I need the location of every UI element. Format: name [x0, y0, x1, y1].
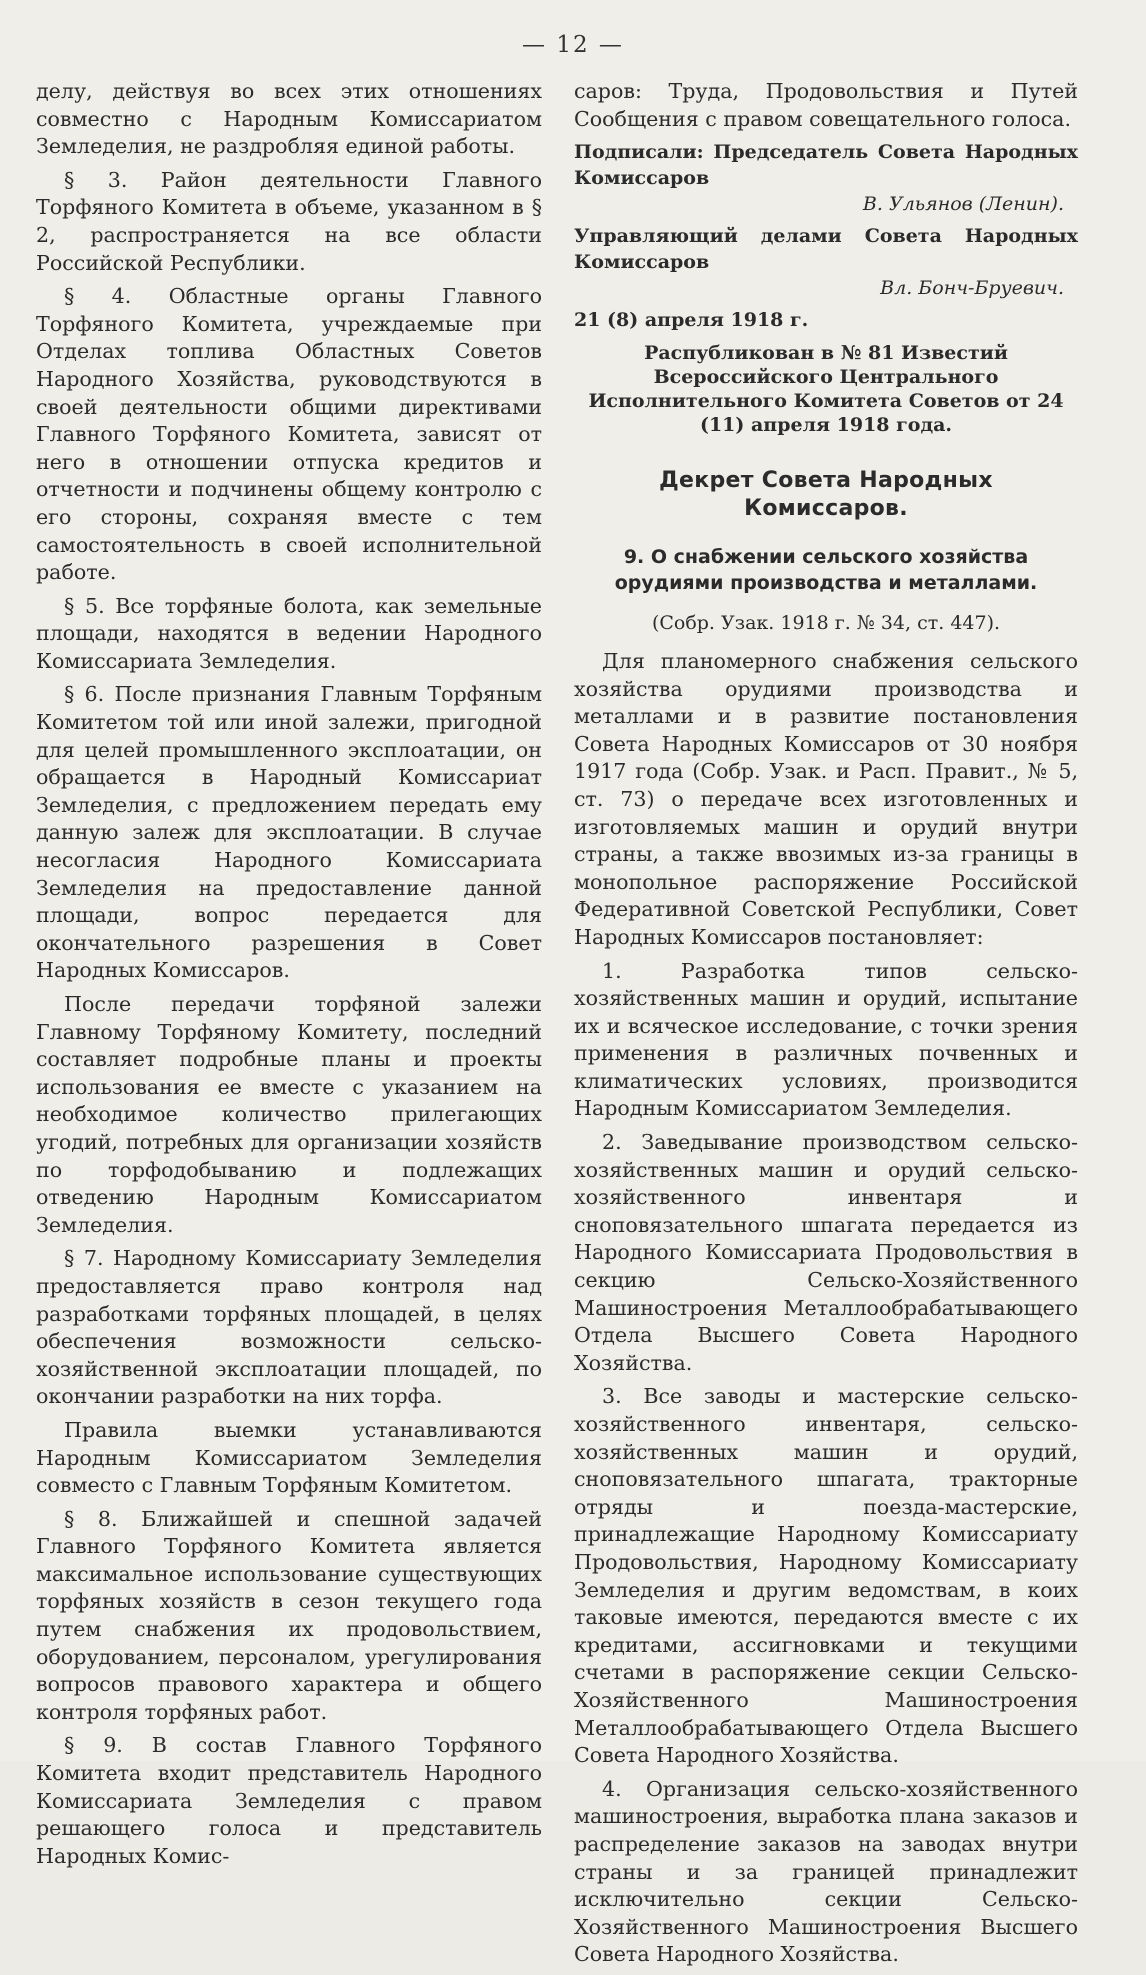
signature-role: Управляющий делами Совета Народных Комиссаров	[574, 225, 1078, 274]
paragraph-section-9: § 9. В состав Главного Торфяного Комитета входит представитель Народного Комиссариата Земледелия с правом решающего голоса и представитель Народных Комис-	[36, 1733, 542, 1868]
continuation-paragraph: саров: Труда, Продовольствия и Путей Сообщения с правом совещательного голоса.	[574, 79, 1078, 131]
preamble-paragraph: Для планомерного снабжения сельского хозяйства орудиями производства и металлами и в развитие постановления Совета Народных Комиссаров от 30 ноября 1917 года (Собр. Узак. и Расп. Правит., № 5, ст. 73) о передаче всех изготовленных и изготовляемых машин и орудий внутри страны, а также ввозимых из-за границы в монопольное распоряжение Российской Федеративной Советской Республики, Совет Народных Комиссаров постановляет:	[574, 648, 1078, 949]
paragraph-section-8: § 8. Ближайшей и спешной задачей Главного Торфяного Комитета является максимальное использование существующих торфяных хозяйств в сезон текущего года путем снабжения их продовольствием, оборудованием, персоналом, урегулирования вопросов правового характера и общего контроля торфяных работ.	[36, 1506, 542, 1724]
signature-block-lenin	[574, 139, 1078, 217]
decree-date: 21 (8) апреля 1918 г.	[574, 309, 809, 332]
publication-note: Распубликован в № 81 Известий Всероссийского Центрального Исполнительного Комитета Советов от 24 (11) апреля 1918 года.	[588, 342, 1064, 437]
page-number: — 12 —	[522, 32, 624, 58]
right-column	[574, 78, 1078, 1975]
clause-2: 2. Заведывание производством сельско-хозяйственных машин и орудий сельско-хозяйственного инвентаря и сноповязательного шпагата передается из Народного Комиссариата Продовольствия в секцию Сельско-Хозяйственного Машиностроения Металлообрабатывающего Отдела Высшего Совета Народного Хозяйства.	[574, 1130, 1078, 1375]
clause-3: 3. Все заводы и мастерские сельско-хозяйственного инвентаря, сельско-хозяйственных машин и орудий, сноповязательного шпагата, тракторные отряды и поезда-мастерские, принадлежащие Народному Комиссариату Продовольствия, Народному Комиссариату Земледелия и другим ведомствам, в коих таковые имеются, передаются вместе с их кредитами, ассигновками и текущими счетами в распоряжение секции Сельско-Хозяйственного Машиностроения Металлообрабатывающего Отдела Высшего Совета Народного Хозяйства.	[574, 1384, 1078, 1768]
signature-name: В. Ульянов (Ленин).	[862, 193, 1064, 216]
signature-name: Вл. Бонч-Бруевич.	[880, 277, 1064, 300]
paragraph-section-3: § 3. Район деятельности Главного Торфяного Комитета в объеме, указанном в § 2, распространяется на все области Российской Республики.	[36, 167, 542, 275]
signature-role: Подписали: Председатель Совета Народных Комиссаров	[574, 141, 1078, 190]
signature-block-bonch-bruevich	[574, 223, 1078, 301]
paragraph-section-6: § 6. После признания Главным Торфяным Комитетом той или иной залежи, пригодной для целей промышленного эксплоатации, он обращается в Народный Комиссариат Земледелия, с предложением передать ему данную залеж для эксплоатации. В случае несогласия Народного Комиссариата Земледелия на предоставление данной площади, вопрос передается для окончательного разрешения в Совет Народных Комиссаров.	[36, 682, 542, 983]
source-reference: (Собр. Узак. 1918 г. № 34, ст. 447).	[651, 612, 1001, 635]
clause-4: 4. Организация сельско-хозяйственного машиностроения, выработка плана заказов и распределение заказов на заводах внутри страны и за границей принадлежит исключительно секции Сельско-Хозяйственного Машиностроения Высшего Совета Народного Хозяйства.	[574, 1776, 1078, 1967]
paragraph: Правила выемки устанавливаются Народным Комиссариатом Земледелия совместо с Главным Торфяным Комитетом.	[36, 1417, 542, 1498]
paragraph-section-5: § 5. Все торфяные болота, как земельные площади, находятся в ведении Народного Комиссариата Земледелия.	[36, 593, 542, 673]
decree-title: 9. О снабжении сельского хозяйства орудиями производства и металлами.	[614, 546, 1038, 595]
paragraph: делу, действуя во всех этих отношениях совместно с Народным Комиссариатом Земледелия, не раздробляя единой работы.	[36, 79, 542, 159]
left-column	[36, 78, 542, 1876]
decree-heading: Декрет Совета Народных Комиссаров.	[659, 468, 993, 521]
paragraph-section-4: § 4. Областные органы Главного Торфяного Комитета, учреждаемые при Отделах топлива Областных Советов Народного Хозяйства, руководствуются в своей деятельности общими директивами Главного Торфяного Комитета, зависят от него в отношении отпуска кредитов и отчетности и подчинены общему контролю с его стороны, сохраняя вместе с тем самостоятельность в своей исполнительной работе.	[36, 284, 542, 585]
paragraph: После передачи торфяной залежи Главному Торфяному Комитету, последний составляет подробные планы и проекты использования ее вместе с указанием на необходимое количество прилегающих угодий, потребных для организации хозяйств по торфодобыванию и подлежащих отведению Народным Комиссариатом Земледелия.	[36, 992, 542, 1237]
paragraph-section-7: § 7. Народному Комиссариату Земледелия предоставляется право контроля над разработками торфяных площадей, в целях обеспечения возможности сельско-хозяйственной эксплоатации площадей, по окончании разработки на них торфа.	[36, 1246, 542, 1409]
clause-1: 1. Разработка типов сельско-хозяйственных машин и орудий, испытание их и всяческое исследование, с точки зрения применения в различных почвенных и климатических условиях, производится Народным Комиссариатом Земледелия.	[574, 958, 1078, 1121]
